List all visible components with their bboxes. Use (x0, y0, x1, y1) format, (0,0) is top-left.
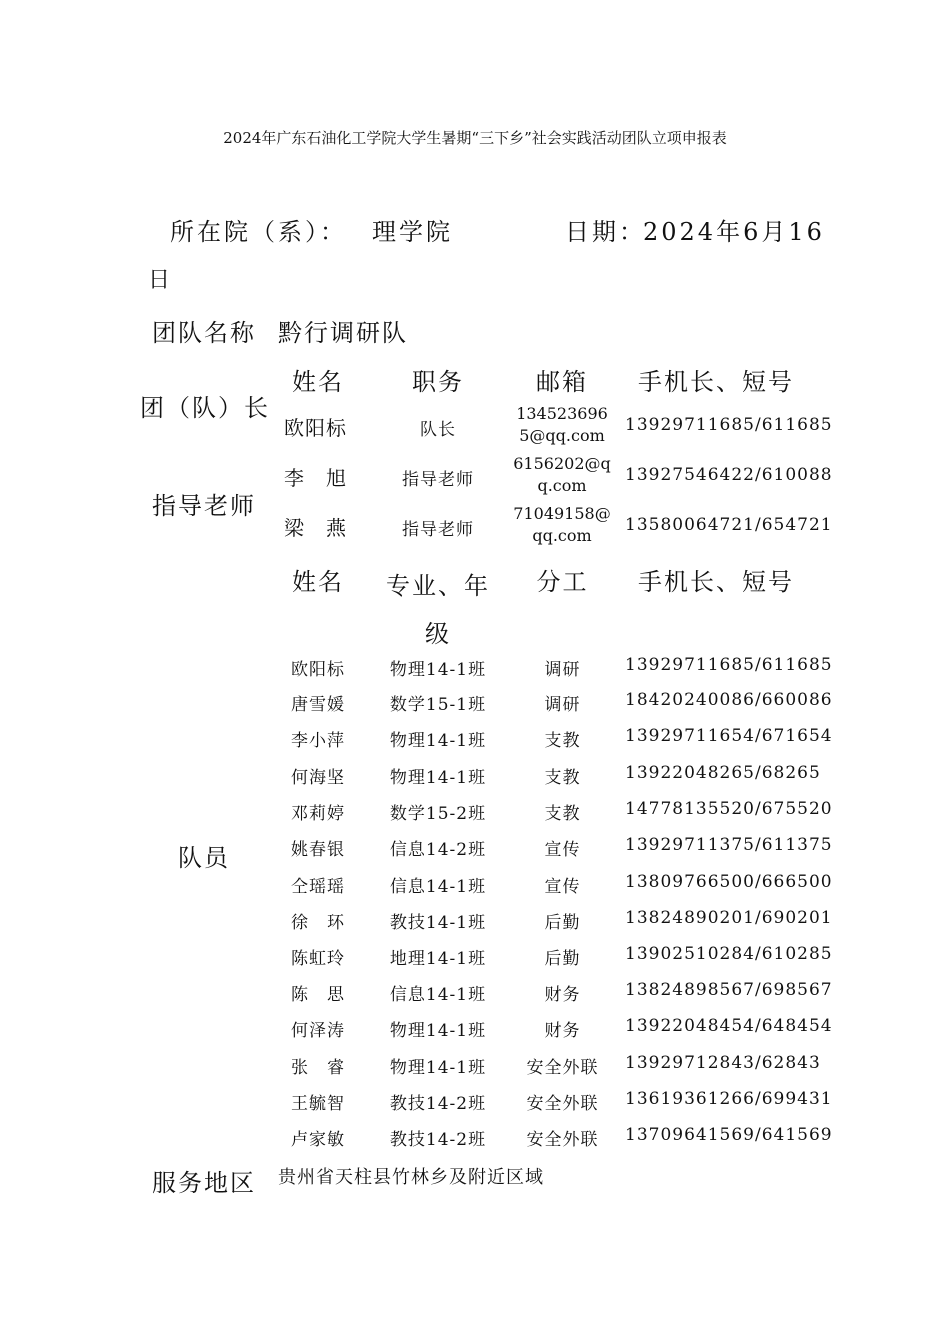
table-row (0, 1016, 950, 1052)
member-duty: 宣传 (544, 840, 581, 860)
member-name: 李小萍 (291, 731, 345, 751)
member-major: 数学15-2班 (389, 804, 487, 824)
table-row (0, 690, 950, 726)
advisor-role: 指导老师 (402, 520, 474, 540)
member-name: 姚春银 (291, 840, 345, 860)
member-major: 教技14-2班 (389, 1130, 487, 1150)
leader-email: 1345236965@qq.com (516, 404, 608, 445)
member-major: 信息14-2班 (389, 840, 487, 860)
member-name: 王毓智 (291, 1094, 345, 1114)
member-name: 陈 思 (291, 985, 345, 1005)
advisor-name: 梁 燕 (284, 516, 347, 540)
member-phone: 13619361266/699431 (625, 1089, 833, 1109)
member-major: 物理14-1班 (389, 1058, 487, 1078)
table-row (0, 1125, 950, 1161)
advisor-email: 6156202@qq.com (513, 454, 611, 495)
table-row (0, 872, 950, 908)
table-row (0, 908, 950, 944)
members-col-duty: 分工 (536, 568, 589, 596)
member-phone: 13922048265/68265 (625, 763, 821, 783)
advisor-email: 71049158@qq.com (513, 504, 611, 545)
service-area-label: 服务地区 (152, 1169, 256, 1197)
member-phone: 13902510284/610285 (625, 944, 833, 964)
member-duty: 财务 (544, 1021, 581, 1041)
member-name: 何泽涛 (291, 1021, 345, 1041)
team-name-label: 团队名称 (152, 319, 256, 347)
dept-value: 理学院 (372, 218, 453, 246)
members-col-phone: 手机长、短号 (638, 568, 794, 596)
member-phone: 13922048454/648454 (625, 1016, 833, 1036)
date-label: 日期： (565, 218, 646, 246)
member-duty: 支教 (544, 804, 581, 824)
advisor-phone: 13927546422/610088 (625, 465, 833, 485)
advisor-role: 指导老师 (402, 470, 474, 490)
table-row (0, 763, 950, 799)
member-duty: 财务 (544, 985, 581, 1005)
leader-name: 欧阳标 (284, 416, 347, 440)
leader-label: 团（队）长 (140, 394, 270, 422)
member-name: 邓莉婷 (291, 804, 345, 824)
table-row (0, 980, 950, 1016)
member-name: 唐雪媛 (291, 695, 345, 715)
member-name: 何海坚 (291, 768, 345, 788)
member-major: 物理14-1班 (389, 731, 487, 751)
leaders-col-role: 职务 (412, 368, 464, 396)
date-value: 2024年6月16 (643, 218, 825, 246)
member-duty: 调研 (544, 660, 581, 680)
leader-role: 队长 (420, 420, 456, 440)
leader-phone: 13929711685/611685 (625, 415, 833, 435)
member-major: 信息14-1班 (389, 985, 487, 1005)
member-major: 信息14-1班 (389, 877, 487, 897)
member-major: 物理14-1班 (389, 1021, 487, 1041)
table-row (0, 835, 950, 871)
member-name: 陈虹玲 (291, 949, 345, 969)
members-label: 队员 (178, 844, 230, 872)
member-duty: 安全外联 (526, 1058, 599, 1078)
table-row (0, 1053, 950, 1089)
member-phone: 14778135520/675520 (625, 799, 833, 819)
form-title: 2024年广东石油化工学院大学生暑期“三下乡”社会实践活动团队立项申报表 (223, 129, 727, 147)
table-row (0, 1089, 950, 1125)
member-phone: 13929711654/671654 (625, 726, 833, 746)
date-tail: 日 (148, 268, 171, 293)
member-phone: 13929712843/62843 (625, 1053, 821, 1073)
member-name: 卢家敏 (291, 1130, 345, 1150)
member-name: 徐 环 (291, 913, 345, 933)
members-col-major: 专业、年级 (386, 572, 490, 648)
table-row (0, 799, 950, 835)
member-major: 物理14-1班 (389, 660, 487, 680)
member-duty: 支教 (544, 768, 581, 788)
table-row (0, 944, 950, 980)
member-duty: 宣传 (544, 877, 581, 897)
member-phone: 13824890201/690201 (625, 908, 833, 928)
member-phone: 13824898567/698567 (625, 980, 833, 1000)
leaders-col-email: 邮箱 (536, 368, 588, 396)
member-name: 欧阳标 (291, 660, 345, 680)
member-major: 教技14-1班 (389, 913, 487, 933)
member-duty: 后勤 (544, 913, 581, 933)
dept-label: 所在院（系）： (170, 218, 347, 246)
member-major: 教技14-2班 (389, 1094, 487, 1114)
member-major: 数学15-1班 (389, 695, 487, 715)
member-major: 地理14-1班 (389, 949, 487, 969)
table-row (0, 726, 950, 762)
advisor-name: 李 旭 (284, 466, 347, 490)
team-name-value: 黔行调研队 (278, 319, 408, 347)
leaders-col-name: 姓名 (292, 368, 344, 396)
table-row (0, 655, 950, 691)
member-duty: 安全外联 (526, 1130, 599, 1150)
member-phone: 13709641569/641569 (625, 1125, 833, 1145)
service-area-value: 贵州省天柱县竹林乡及附近区域 (278, 1167, 544, 1188)
member-phone: 13929711375/611375 (625, 835, 833, 855)
member-major: 物理14-1班 (389, 768, 487, 788)
member-phone: 13809766500/666500 (625, 872, 833, 892)
advisor-phone: 13580064721/654721 (625, 515, 833, 535)
member-duty: 后勤 (544, 949, 581, 969)
members-col-name: 姓名 (292, 568, 344, 596)
member-duty: 调研 (544, 695, 581, 715)
member-name: 仝瑶瑶 (291, 877, 345, 897)
member-duty: 支教 (544, 731, 581, 751)
member-name: 张 睿 (291, 1058, 345, 1078)
advisor-label: 指导老师 (152, 492, 256, 520)
member-duty: 安全外联 (526, 1094, 599, 1114)
member-phone: 18420240086/660086 (625, 690, 833, 710)
member-phone: 13929711685/611685 (625, 655, 833, 675)
leaders-col-phone: 手机长、短号 (638, 368, 794, 396)
